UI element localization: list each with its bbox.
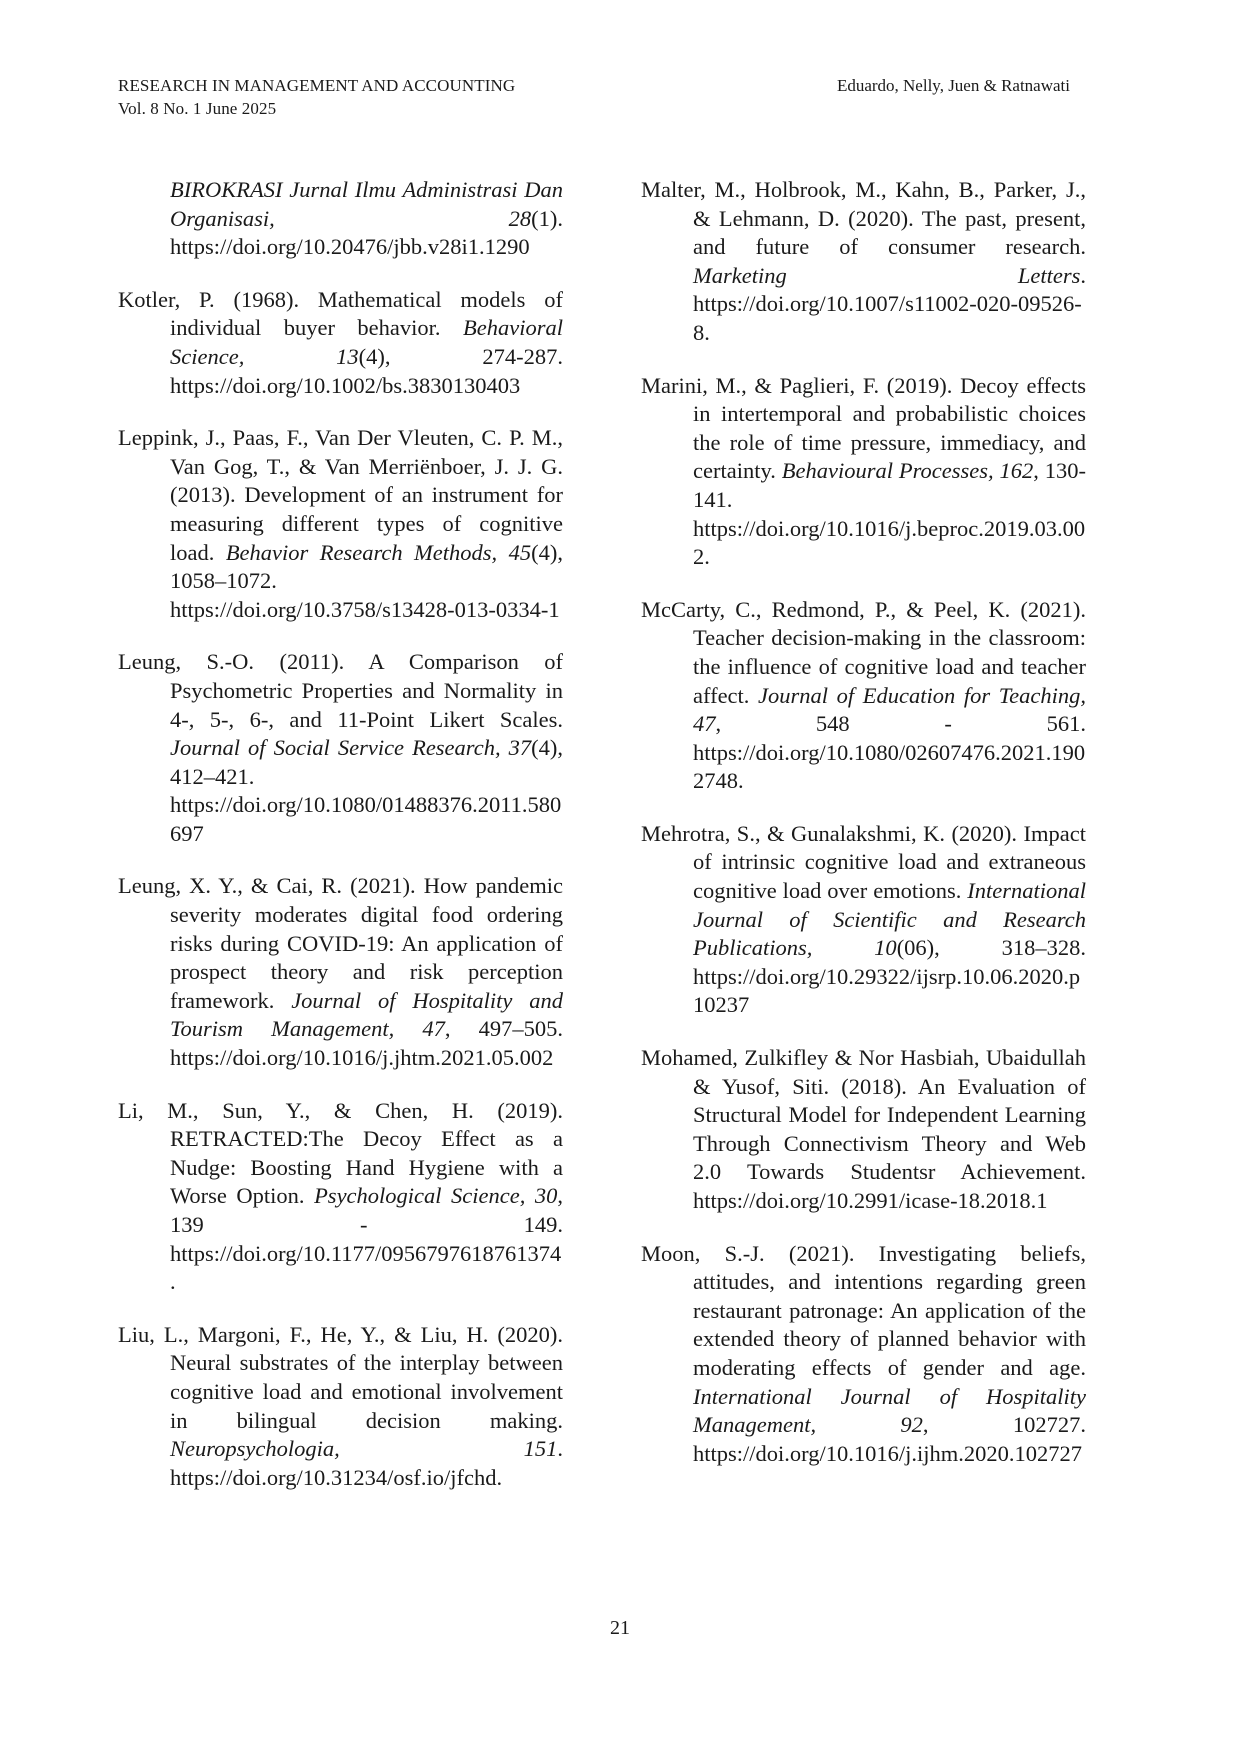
reference-entry: Marini, M., & Paglieri, F. (2019). Decoy effects in intertemporal and probabilistic choices the role of time pressure, immediacy, and certainty. Behavioural Processes, 162, 130-141. https://doi.org/10.1016/j.beproc.2019.03.002. [641, 372, 1086, 570]
reference-entry: Leung, X. Y., & Cai, R. (2021). How pandemic severity moderates digital food ordering risks during COVID-19: An application of prospect theory and risk perception framework. Journal of Hospitality and Tourism Management, 47, 497–505. https://doi.org/10.1016/j.jhtm.2021.05.002 [118, 873, 563, 1071]
page-number: 21 [610, 1617, 630, 1639]
reference-entry: Mehrotra, S., & Gunalakshmi, K. (2020). Impact of intrinsic cognitive load and extraneous cognitive load over emotions. International Journal of Scientific and Research Publications, 10(06), 318–328. https://doi.org/10.29322/ijsrp.10.06.2020.p10237 [641, 820, 1086, 1018]
reference-entry: BIROKRASI Jurnal Ilmu Administrasi Dan Organisasi, 28(1). https://doi.org/10.20476/jbb.v28i1.1290 [170, 177, 563, 260]
reference-entry: Mohamed, Zulkifley & Nor Hasbiah, Ubaidullah & Yusof, Siti. (2018). An Evaluation of Structural Model for Independent Learning Through Connectivism Theory and Web 2.0 Towards Studentsr Achievement. https://doi.org/10.2991/icase-18.2018.1 [641, 1045, 1086, 1213]
reference-entry: Kotler, P. (1968). Mathematical models of individual buyer behavior. Behavioral Science, 13(4), 274-287. https://doi.org/10.1002/bs.3830130403 [118, 286, 563, 398]
running-header-authors: Eduardo, Nelly, Juen & Ratnawati [836, 76, 1070, 95]
reference-entry: Li, M., Sun, Y., & Chen, H. (2019). RETRACTED:The Decoy Effect as a Nudge: Boosting Hand Hygiene with a Worse Option. Psychological Science, 30, 139 - 149. https://doi.org/10.1177/0956797618761374. [118, 1097, 563, 1295]
journal-title: RESEARCH IN MANAGEMENT AND ACCOUNTING [118, 76, 516, 95]
reference-entry: Leung, S.-O. (2011). A Comparison of Psychometric Properties and Normality in 4-, 5-, 6-, and 11-Point Likert Scales. Journal of Social Service Research, 37(4), 412–421. https://doi.org/10.1080/01488376.2011.580697 [118, 649, 563, 846]
reference-entry: Leppink, J., Paas, F., Van Der Vleuten, C. P. M., Van Gog, T., & Van Merriënboer, J. J. G. (2013). Development of an instrument for measuring different types of cognitive load. Behavior Research Methods, 45(4), 1058–1072. https://doi.org/10.3758/s13428-013-0334-1 [118, 425, 563, 622]
references-left-column [118, 176, 563, 1516]
running-header-left [118, 74, 515, 120]
journal-volume: Vol. 8 No. 1 June 2025 [118, 99, 277, 118]
reference-entry: Moon, S.-J. (2021). Investigating beliefs, attitudes, and intentions regarding green restaurant patronage: An application of the extended theory of planned behavior with moderating effects of gender and age. International Journal of Hospitality Management, 92, 102727. https://doi.org/10.1016/j.ijhm.2020.102727 [641, 1240, 1086, 1466]
reference-entry: McCarty, C., Redmond, P., & Peel, K. (2021). Teacher decision-making in the classroom: the influence of cognitive load and teacher affect. Journal of Education for Teaching, 47, 548 - 561. https://doi.org/10.1080/02607476.2021.1902748. [641, 596, 1086, 794]
reference-entry: Liu, L., Margoni, F., He, Y., & Liu, H. (2020). Neural substrates of the interplay between cognitive load and emotional involvement in bilingual decision making. Neuropsychologia, 151. https://doi.org/10.31234/osf.io/jfchd. [118, 1321, 563, 1490]
reference-entry: Malter, M., Holbrook, M., Kahn, B., Parker, J., & Lehmann, D. (2020). The past, present, and future of consumer research. Marketing Letters. https://doi.org/10.1007/s11002-020-09526-8. [641, 177, 1086, 345]
references-right-column [641, 176, 1086, 1492]
